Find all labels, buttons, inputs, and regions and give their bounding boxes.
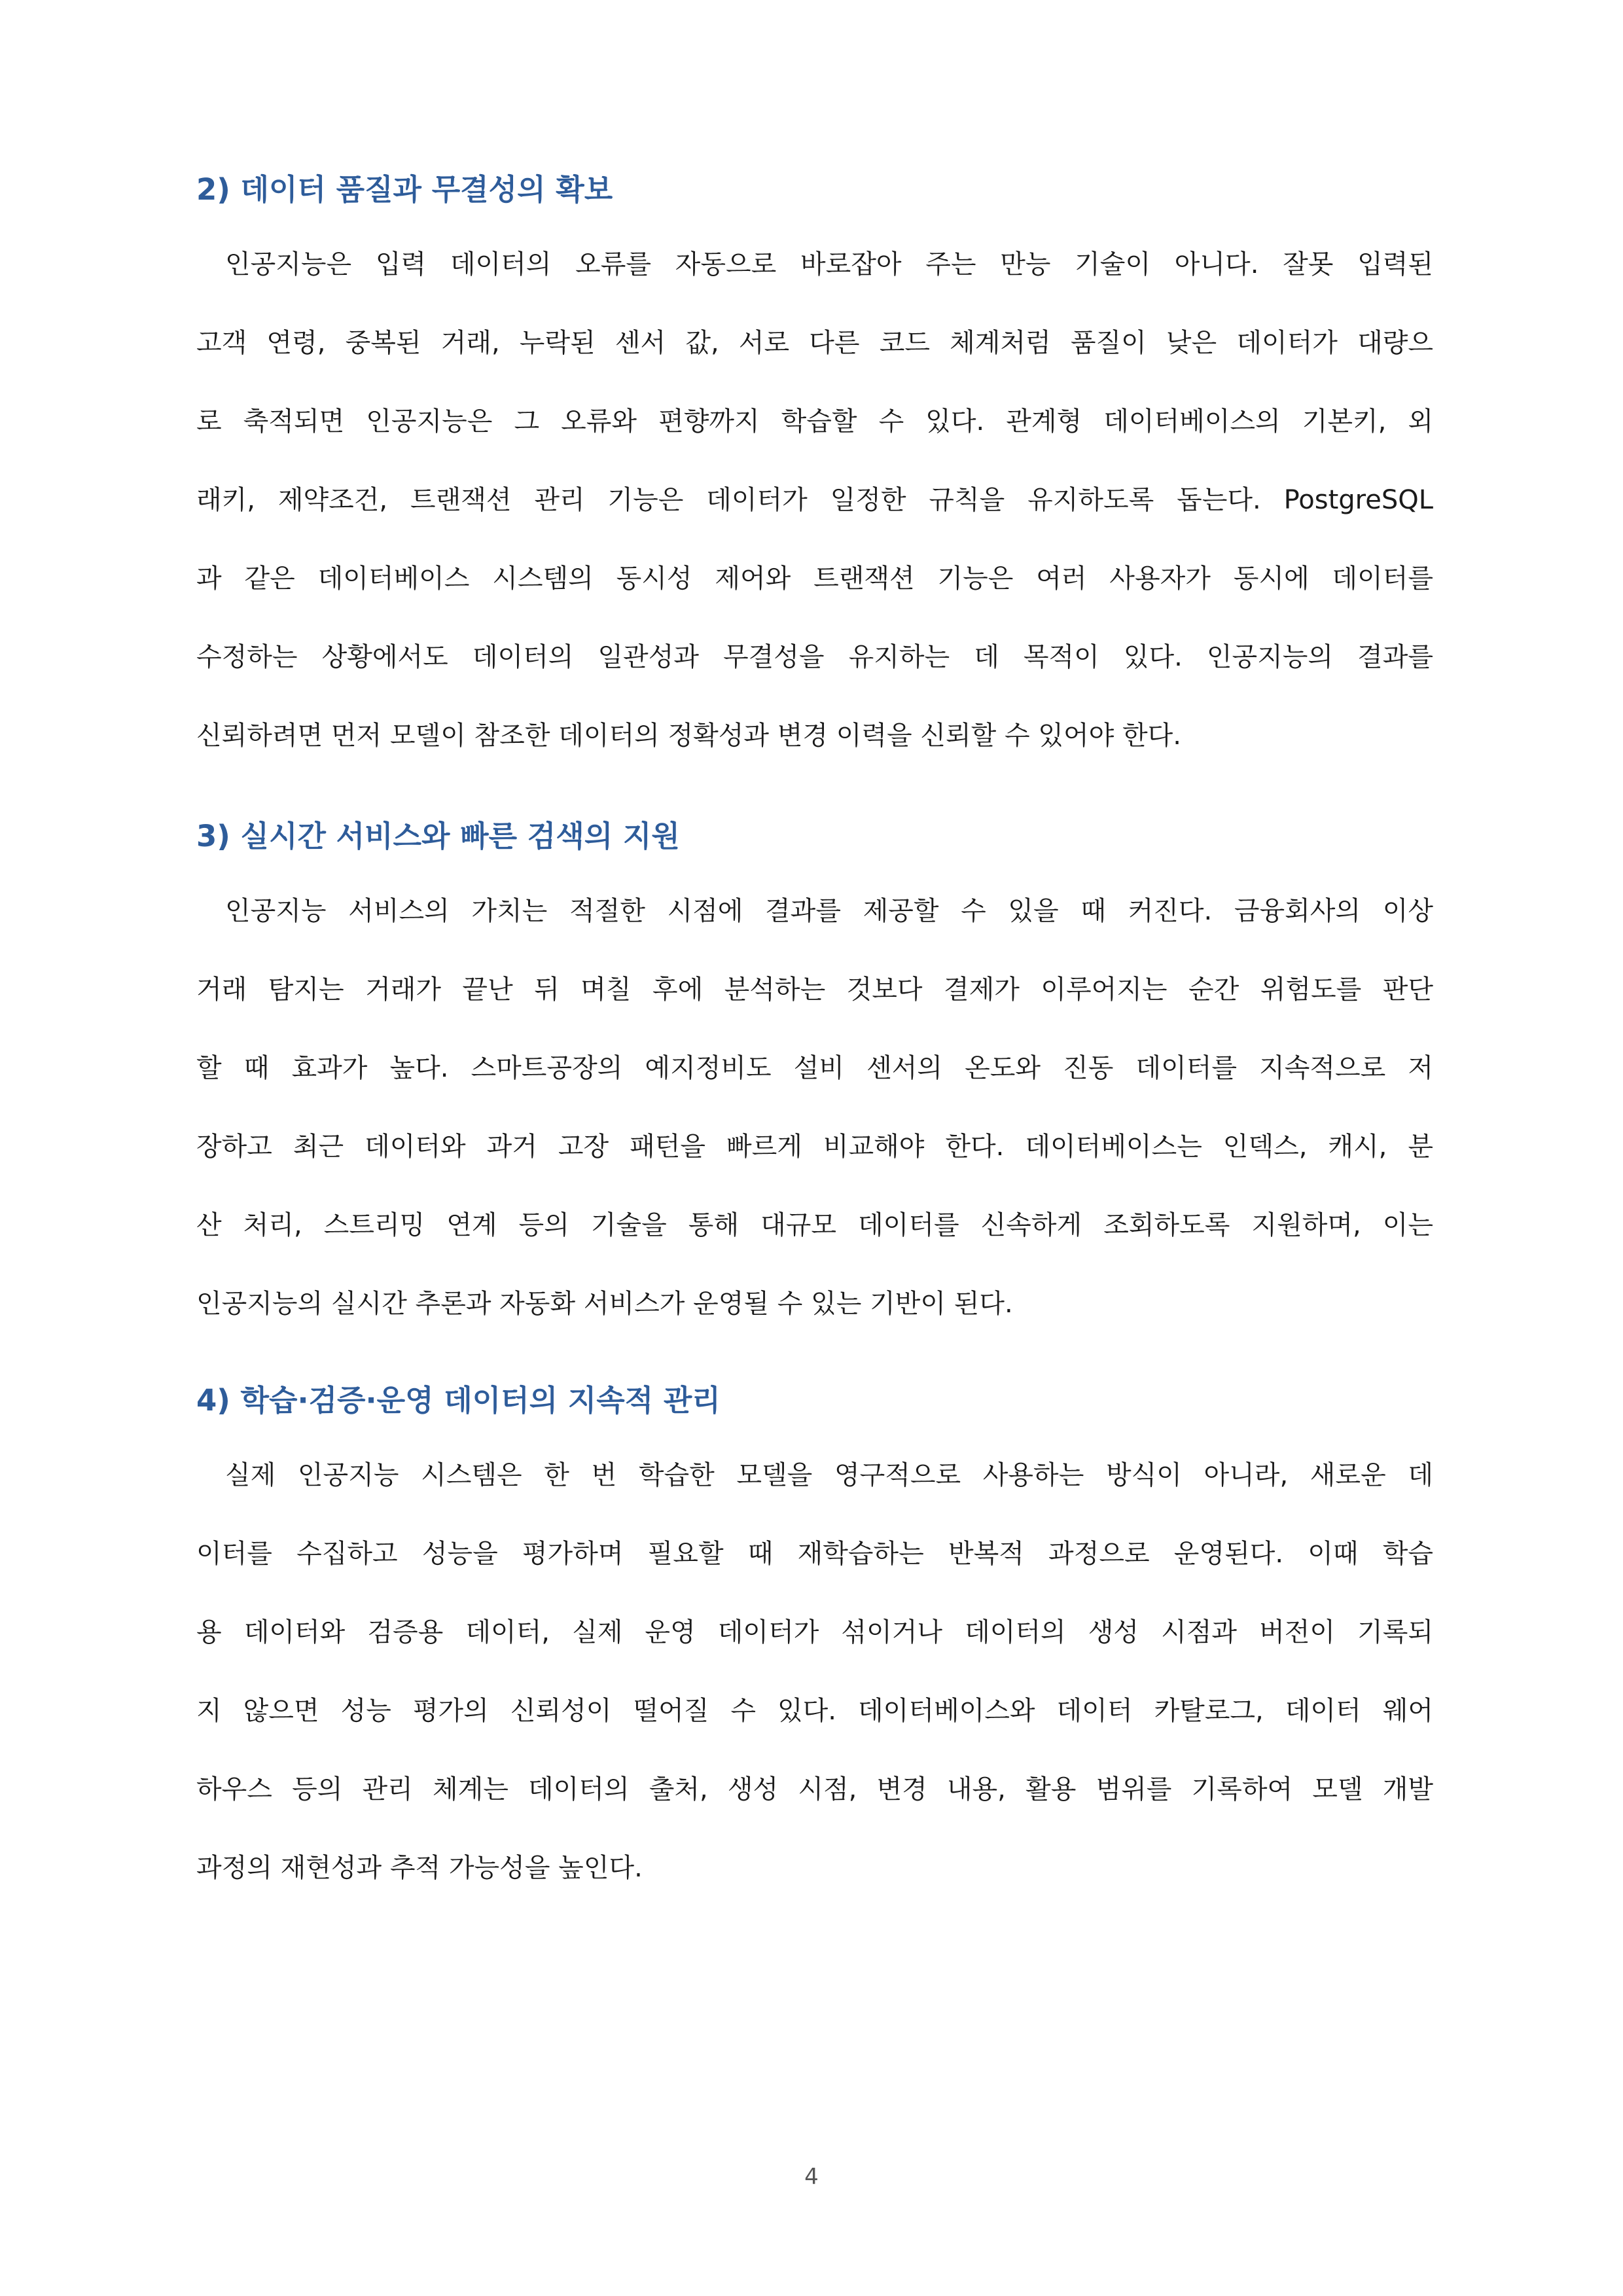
- paragraph-line: 래키, 제약조건, 트랜잭션 관리 기능은 데이터가 일정한 규칙을 유지하도록 돕는다. PostgreSQL: [196, 485, 1433, 515]
- paragraph-line: 용 데이터와 검증용 데이터, 실제 운영 데이터가 섞이거나 데이터의 생성 시점과 버전이 기록되: [196, 1617, 1433, 1647]
- paragraph-line: 수정하는 상황에서도 데이터의 일관성과 무결성을 유지하는 데 목적이 있다. 인공지능의 결과를: [196, 642, 1433, 672]
- paragraph-line: 고객 연령, 중복된 거래, 누락된 센서 값, 서로 다른 코드 체계처럼 품질이 낮은 데이터가 대량으: [196, 328, 1433, 358]
- paragraph-line: 하우스 등의 관리 체계는 데이터의 출처, 생성 시점, 변경 내용, 활용 범위를 기록하여 모델 개발: [196, 1774, 1433, 1804]
- paragraph-line: 인공지능은 입력 데이터의 오류를 자동으로 바로잡아 주는 만능 기술이 아니다. 잘못 입력된: [225, 249, 1433, 279]
- paragraph-line: 신뢰하려면 먼저 모델이 참조한 데이터의 정확성과 변경 이력을 신뢰할 수 있어야 한다.: [196, 721, 1181, 751]
- section-heading: 3) 실시간 서비스와 빠른 검색의 지원: [196, 819, 680, 853]
- paragraph-line: 장하고 최근 데이터와 과거 고장 패턴을 빠르게 비교해야 한다. 데이터베이스는 인덱스, 캐시, 분: [196, 1132, 1433, 1162]
- paragraph-line: 실제 인공지능 시스템은 한 번 학습한 모델을 영구적으로 사용하는 방식이 아니라, 새로운 데: [225, 1460, 1433, 1490]
- paragraph-line: 과정의 재현성과 추적 가능성을 높인다.: [196, 1853, 643, 1883]
- paragraph-line: 거래 탐지는 거래가 끝난 뒤 며칠 후에 분석하는 것보다 결제가 이루어지는 순간 위험도를 판단: [196, 975, 1433, 1005]
- paragraph-line: 로 축적되면 인공지능은 그 오류와 편향까지 학습할 수 있다. 관계형 데이터베이스의 기본키, 외: [196, 406, 1433, 437]
- section-paragraph: [196, 1436, 1433, 1907]
- section-heading: 4) 학습·검증·운영 데이터의 지속적 관리: [196, 1383, 721, 1418]
- page-number: 4: [804, 2164, 819, 2190]
- paragraph-line: 지 않으면 성능 평가의 신뢰성이 떨어질 수 있다. 데이터베이스와 데이터 카탈로그, 데이터 웨어: [196, 1696, 1433, 1726]
- section-heading: 2) 데이터 품질과 무결성의 확보: [196, 172, 613, 207]
- paragraph-line: 할 때 효과가 높다. 스마트공장의 예지정비도 설비 센서의 온도와 진동 데이터를 지속적으로 저: [196, 1053, 1433, 1083]
- section-paragraph: [196, 872, 1433, 1343]
- paragraph-line: 이터를 수집하고 성능을 평가하며 필요할 때 재학습하는 반복적 과정으로 운영된다. 이때 학습: [196, 1539, 1433, 1569]
- section-data-quality: [196, 170, 1433, 775]
- paragraph-line: 산 처리, 스트리밍 연계 등의 기술을 통해 대규모 데이터를 신속하게 조회하도록 지원하며, 이는: [196, 1210, 1433, 1240]
- section-data-lifecycle: [196, 1381, 1433, 1907]
- paragraph-line: 인공지능 서비스의 가치는 적절한 시점에 결과를 제공할 수 있을 때 커진다. 금융회사의 이상: [225, 896, 1433, 926]
- paragraph-line: 과 같은 데이터베이스 시스템의 동시성 제어와 트랜잭션 기능은 여러 사용자가 동시에 데이터를: [196, 564, 1433, 594]
- section-realtime-search: [196, 817, 1433, 1343]
- paragraph-line: 인공지능의 실시간 추론과 자동화 서비스가 운영될 수 있는 기반이 된다.: [196, 1289, 1013, 1319]
- section-paragraph: [196, 225, 1433, 775]
